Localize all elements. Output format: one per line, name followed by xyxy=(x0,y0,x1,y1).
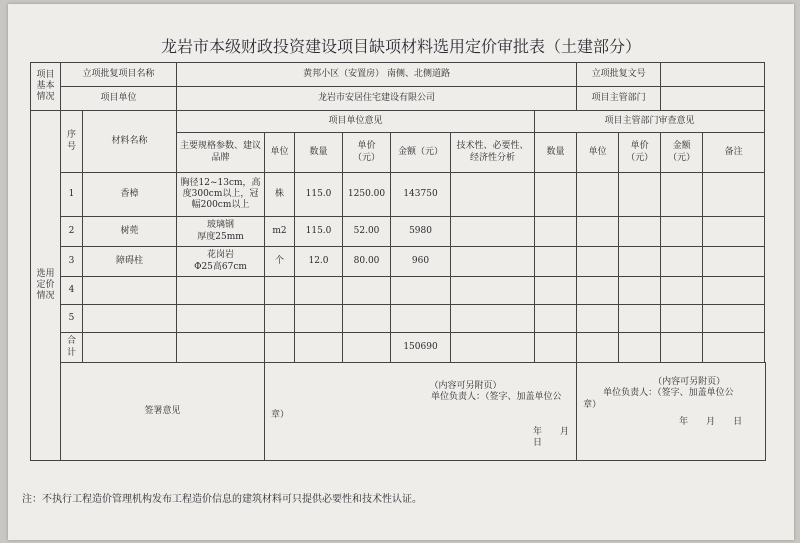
approval-table xyxy=(30,62,766,461)
dept-col-remark: 备注 xyxy=(703,133,765,173)
row-amount: 960 xyxy=(391,247,451,277)
approval-name-value: 黄邦小区（安置房） 南侧、北侧道路 xyxy=(177,63,577,87)
total-row xyxy=(31,333,766,363)
row-name xyxy=(83,305,177,333)
row-qty: 115.0 xyxy=(295,217,343,247)
row-amount: 143750 xyxy=(391,173,451,217)
project-opinion-header: 项目单位意见 xyxy=(177,111,535,133)
approval-form-page xyxy=(8,4,794,540)
col-analysis: 技术性、必要性、经济性分析 xyxy=(451,133,535,173)
dept-col-price: 单价 （元） xyxy=(619,133,661,173)
row-unit: 个 xyxy=(265,247,295,277)
approval-doc-label: 立项批复文号 xyxy=(577,63,661,87)
dept-col-amount: 金额 （元） xyxy=(661,133,703,173)
row-qty xyxy=(295,305,343,333)
seq-header: 序 号 xyxy=(61,111,83,173)
table-row xyxy=(31,217,766,247)
row-spec xyxy=(177,277,265,305)
row-unit: m2 xyxy=(265,217,295,247)
table-row xyxy=(31,305,766,333)
col-unit: 单位 xyxy=(265,133,295,173)
row-seq: 2 xyxy=(61,217,83,247)
row-unit: 株 xyxy=(265,173,295,217)
row-spec xyxy=(177,305,265,333)
dept-col-unit: 单位 xyxy=(577,133,619,173)
materials-section-label: 选用 定价 情况 xyxy=(31,111,61,461)
row-price: 52.00 xyxy=(343,217,391,247)
right-attach-note: （内容可另附页） xyxy=(653,377,726,387)
col-spec: 主要规格参数、建议品牌 xyxy=(177,133,265,173)
dept-opinion-header: 项目主管部门审查意见 xyxy=(535,111,765,133)
row-seq: 5 xyxy=(61,305,83,333)
table-row xyxy=(31,277,766,305)
row-qty: 115.0 xyxy=(295,173,343,217)
row-spec: 花岗岩 Φ25高67cm xyxy=(177,247,265,277)
dept-col-qty: 数量 xyxy=(535,133,577,173)
approval-doc-value xyxy=(661,63,765,87)
row-amount: 5980 xyxy=(391,217,451,247)
row-amount xyxy=(391,305,451,333)
left-attach-note: （内容可另附页） xyxy=(429,381,502,391)
col-price: 单价 （元） xyxy=(343,133,391,173)
row-qty xyxy=(295,277,343,305)
row-qty: 12.0 xyxy=(295,247,343,277)
row-unit xyxy=(265,305,295,333)
signature-label: 签署意见 xyxy=(61,363,265,461)
left-seal-line: 章） xyxy=(271,409,290,420)
approval-name-label: 立项批复项目名称 xyxy=(61,63,177,87)
right-person-line: 单位负责人：（签字、加盖单位公 xyxy=(603,388,734,399)
row-name xyxy=(83,277,177,305)
col-qty: 数量 xyxy=(295,133,343,173)
col-amount: 金额（元） xyxy=(391,133,451,173)
basic-section-label: 项目 基本 情况 xyxy=(31,63,61,111)
row-name: 香樟 xyxy=(83,173,177,217)
row-unit xyxy=(265,277,295,305)
row-seq: 1 xyxy=(61,173,83,217)
row-price xyxy=(343,305,391,333)
row-price: 1250.00 xyxy=(343,173,391,217)
left-date-line: 年 月 日 xyxy=(533,426,588,448)
dept-value xyxy=(661,87,765,111)
right-date-line: 年 月 日 xyxy=(679,416,743,427)
row-price: 80.00 xyxy=(343,247,391,277)
project-unit-value: 龙岩市安居住宅建设有限公司 xyxy=(177,87,577,111)
row-name: 树蔸 xyxy=(83,217,177,247)
name-header: 材料名称 xyxy=(83,111,177,173)
row-amount xyxy=(391,277,451,305)
footnote: 注：不执行工程造价管理机构发布工程造价信息的建筑材料可只提供必要性和技术性认证。 xyxy=(22,494,422,505)
table-row xyxy=(31,247,766,277)
signature-dept xyxy=(577,363,766,461)
signature-project-unit xyxy=(265,363,588,461)
row-spec: 胸径12~13cm，高度300cm以上，冠幅200cm以上 xyxy=(177,173,265,217)
total-amount: 150690 xyxy=(391,333,451,363)
project-unit-label: 项目单位 xyxy=(61,87,177,111)
form-title: 龙岩市本级财政投资建设项目缺项材料选用定价审批表（土建部分） xyxy=(160,37,641,56)
dept-label: 项目主管部门 xyxy=(577,87,661,111)
row-price xyxy=(343,277,391,305)
total-label: 合计 xyxy=(61,333,83,363)
row-spec: 玻璃钢 厚度25mm xyxy=(177,217,265,247)
right-seal-line: 章） xyxy=(583,399,602,410)
row-seq: 3 xyxy=(61,247,83,277)
table-row xyxy=(31,173,766,217)
left-person-line: 单位负责人：（签字、加盖单位公 xyxy=(431,392,562,403)
row-name: 障碍柱 xyxy=(83,247,177,277)
row-seq: 4 xyxy=(61,277,83,305)
